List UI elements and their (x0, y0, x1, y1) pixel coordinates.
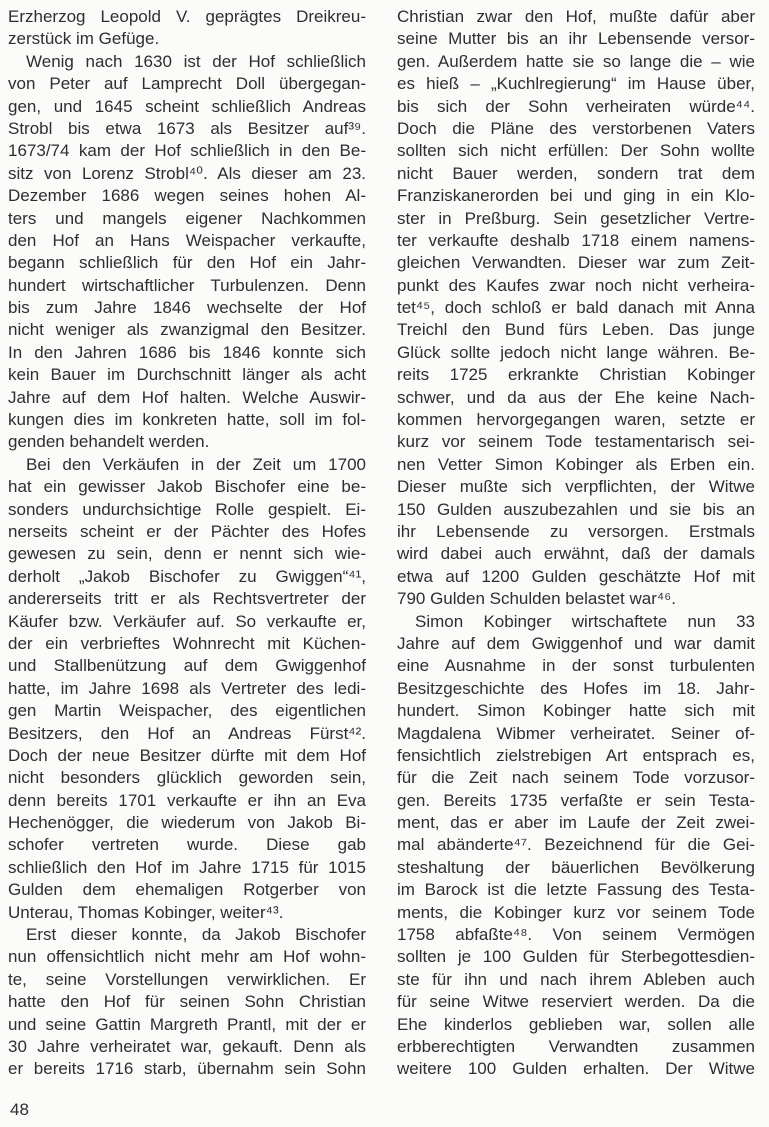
text-line: hundert. Simon Kobinger hatte sich mit (397, 701, 755, 721)
page-number: 48 (10, 1100, 29, 1119)
paragraph (8, 51, 366, 454)
text-line: von Peter auf Lamprecht Doll übergegan- (8, 74, 366, 94)
text-line: reits 1725 erkrankte Christian Kobinger (397, 365, 755, 385)
text-line: punkt des Kaufes zwar noch nicht verheira- (397, 275, 755, 295)
text-line: Dieser mußte sich verpflichten, der Witwe (397, 477, 755, 497)
text-line: nen Vetter Simon Kobinger als Erben ein. (397, 454, 755, 474)
text-line: kurz vor seinem Tode testamentarisch sei- (397, 432, 755, 452)
text-line: nicht weniger als zwanzigmal den Besitzer. (8, 320, 366, 340)
text-line: wird dabei auch erwähnt, daß der damals (397, 544, 755, 564)
text-line: Besitzers, den Hof an Andreas Fürst⁴². (8, 723, 366, 743)
text-line: Treichl den Bund fürs Leben. Das junge (397, 320, 755, 340)
text-line: In den Jahren 1686 bis 1846 konnte sich (8, 342, 366, 362)
paragraph (8, 924, 366, 1081)
text-line: zerstück im Gefüge. (8, 29, 160, 49)
paragraph (397, 611, 755, 1081)
text-line: fensichtlich zielstrebigen Art entsprach es, (397, 745, 755, 765)
text-line: eine Ausnahme in der sonst turbulenten (397, 656, 755, 676)
text-line: schofer vertreten wurde. Diese gab (8, 835, 366, 855)
text-line: sollten je 100 Gulden für Sterbegottesdien- (397, 947, 755, 967)
text-line: Simon Kobinger wirtschaftete nun 33 (415, 611, 755, 631)
text-line: für die Zeit nach seinem Tode vorzusor- (397, 768, 755, 788)
text-line: steshaltung der bäuerlichen Bevölkerung (397, 857, 755, 877)
paragraph (8, 454, 366, 924)
text-line: 150 Gulden auszubezahlen und sie bis an (397, 499, 755, 519)
text-line: Erst dieser konnte, da Jakob Bischofer (26, 925, 366, 945)
text-line: Hechenögger, die wiederum von Jakob Bi- (8, 813, 366, 833)
text-line: Gulden dem ehemaligen Rotgerber von (8, 880, 366, 900)
text-line: Bei den Verkäufen in der Zeit um 1700 (26, 454, 366, 474)
text-line: den Hof an Hans Weispacher verkaufte, (8, 230, 366, 250)
text-line: nicht besonders glücklich geworden sein, (8, 768, 366, 788)
text-line: hundert wirtschaftlicher Turbulenzen. Denn (8, 275, 366, 295)
text-line: Glück sollte jedoch nicht lange währen. Be- (397, 342, 755, 362)
text-line: nun offensichtlich nicht mehr am Hof wohn- (8, 947, 366, 967)
text-line: 790 Gulden Schulden belastet war⁴⁶. (397, 589, 676, 609)
text-line: Käufer bzw. Verkäufer auf. So verkaufte er, (8, 611, 366, 631)
text-line: und seine Gattin Margreth Prantl, mit der er (8, 1014, 366, 1034)
text-column-left (8, 6, 366, 1081)
text-line: kungen dies im konkreten hatte, soll im fol- (8, 410, 366, 430)
text-line: mal abänderte⁴⁷. Bezeichnend für die Gei- (397, 835, 755, 855)
text-line: sonders undurchsichtige Rolle gespielt. Ei- (8, 499, 366, 519)
text-line: denn bereits 1701 verkaufte er ihn an Eva (8, 790, 366, 810)
text-line: der ein verbrieftes Wohnrecht mit Küchen- (8, 633, 366, 653)
text-line: te, seine Vorstellungen verwirklichen. Er (8, 969, 366, 989)
text-line: Doch der neue Besitzer dürfte mit dem Hof (8, 745, 366, 765)
text-line: ste für ihn und nach ihrem Ableben auch (397, 969, 755, 989)
text-line: Erzherzog Leopold V. geprägtes Dreikreu- (8, 7, 366, 26)
text-line: Jahre auf dem Hof halten. Welche Auswir- (8, 387, 366, 407)
text-line: Besitzgeschichte des Hofes im 18. Jahr- (397, 678, 755, 698)
text-line: Wenig nach 1630 ist der Hof schließlich (26, 51, 366, 71)
text-line: ments, die Kobinger kurz vor seinem Tode (397, 902, 755, 922)
text-line: derholt „Jakob Bischofer zu Gwiggen“⁴¹, (8, 566, 366, 586)
text-line: gen Martin Weispacher, des eigentlichen (8, 701, 366, 721)
text-line: ster in Preßburg. Sein gesetzlicher Vertre- (397, 208, 755, 228)
text-line: gen. Außerdem hatte sie so lange die – wie (397, 51, 755, 71)
text-line: weitere 100 Gulden erhalten. Der Witwe (397, 1059, 755, 1079)
text-line: tet⁴⁵, doch schloß er bald danach mit Anna (397, 298, 755, 318)
text-line: nicht Bauer werden, sondern trat dem (397, 163, 755, 183)
text-line: und Stallbenützung auf dem Gwiggenhof (8, 656, 366, 676)
text-line: hat ein gewisser Jakob Bischofer eine be- (8, 477, 366, 497)
text-line: Unterau, Thomas Kobinger, weiter⁴³. (8, 902, 284, 922)
text-line: bis sich der Sohn verheiraten würde⁴⁴. (397, 96, 755, 116)
text-line: es hieß – „Kuchlregierung“ im Hause über, (397, 74, 755, 94)
text-line: 1758 abfaßte⁴⁸. Von seinem Vermögen (397, 925, 755, 945)
text-line: ters und mangels eigener Nachkommen (8, 208, 366, 228)
text-line: seine Mutter bis an ihr Lebensende versor- (397, 29, 755, 49)
text-line: Jahre auf dem Gwiggenhof und war damit (397, 633, 755, 653)
text-line: gen, und 1645 scheint schließlich Andreas (8, 96, 366, 116)
text-line: kommen hervorgegangen waren, setzte er (397, 410, 755, 430)
text-line: schließlich den Hof im Jahre 1715 für 1015 (8, 857, 366, 877)
text-line: Dezember 1686 wegen seines hohen Al- (8, 186, 366, 206)
text-line: Strobl bis etwa 1673 als Besitzer auf³⁹. (8, 118, 366, 138)
text-line: andererseits tritt er als Rechtsvertreter der (8, 589, 366, 609)
text-line: Doch die Pläne des verstorbenen Vaters (397, 118, 755, 138)
text-line: bis zum Jahre 1846 wechselte der Hof (8, 298, 366, 318)
text-line: gen. Bereits 1735 verfaßte er sein Testa- (397, 790, 755, 810)
text-column-right (397, 6, 755, 1081)
text-line: im Barock ist die letzte Fassung des Testa- (397, 880, 755, 900)
text-line: gewesen zu sein, denn er nennt sich wie- (8, 544, 366, 564)
text-line: 1673/74 kam der Hof schließlich in den Be- (8, 141, 366, 161)
text-line: Magdalena Wibmer verheiratet. Seiner of- (397, 723, 755, 743)
text-line: für seine Witwe reserviert werden. Da die (397, 992, 755, 1012)
text-line: kein Bauer im Durchschnitt länger als acht (8, 365, 366, 385)
paragraph (8, 6, 366, 51)
text-line: ihr Lebensende zu versorgen. Erstmals (397, 521, 755, 541)
text-line: etwa auf 1200 Gulden geschätzte Hof mit (397, 566, 755, 586)
text-line: gleichen Verwandten. Dieser war zum Zeit- (397, 253, 755, 273)
text-line: ter verkaufte deshalb 1718 einem namens- (397, 230, 755, 250)
text-line: hatte, im Jahre 1698 als Vertreter des ledi- (8, 678, 366, 698)
text-line: sollten sich nicht erfüllen: Der Sohn wollte (397, 141, 755, 161)
text-line: nerseits scheint er der Pächter des Hofes (8, 521, 366, 541)
text-line: hatte den Hof für seinen Sohn Christian (8, 992, 366, 1012)
text-line: ment, das er aber im Laufe der Zeit zwei- (397, 813, 755, 833)
text-line: genden behandelt werden. (8, 432, 210, 452)
text-line: erbberechtigten Verwandten zusammen (397, 1036, 755, 1056)
text-line: Ehe kinderlos geblieben war, sollen alle (397, 1014, 755, 1034)
text-line: sitz von Lorenz Strobl⁴⁰. Als dieser am 23. (8, 163, 366, 183)
paragraph (397, 6, 755, 611)
text-line: schwer, und da aus der Ehe keine Nach- (397, 387, 755, 407)
text-line: 30 Jahre verheiratet war, gekauft. Denn als (8, 1036, 366, 1056)
text-line: begann schließlich für den Hof ein Jahr- (8, 253, 366, 273)
text-line: er bereits 1716 starb, übernahm sein Sohn (8, 1059, 366, 1079)
text-line: Christian zwar den Hof, mußte dafür aber (397, 7, 755, 26)
text-line: Franziskanerorden bei und ging in ein Klo- (397, 186, 755, 206)
